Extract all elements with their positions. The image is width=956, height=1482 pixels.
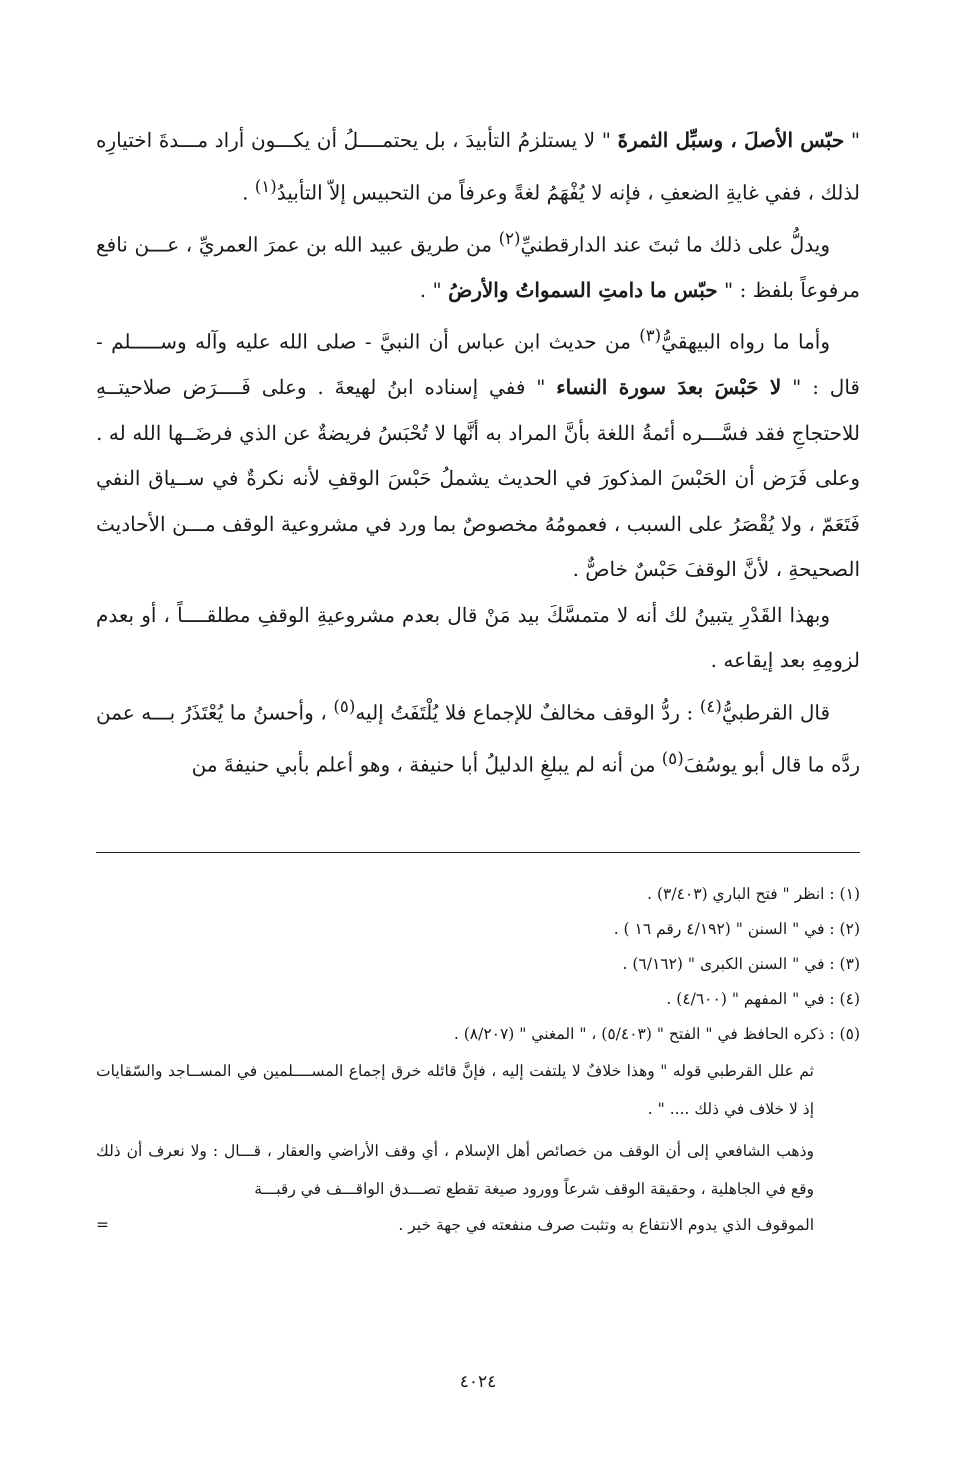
footnote-5-note	[96, 1052, 860, 1243]
paragraph-2	[96, 216, 860, 314]
footnote-4: (٤) : في " المفهم " (٤/٦٠٠) .	[666, 990, 860, 1008]
text-run: وأما ما رواه البيهقيُّ	[661, 329, 830, 354]
main-text-block	[96, 118, 860, 788]
page-number: ٤٠٢٤	[459, 1372, 497, 1392]
footnote-5-note-1: ثم علل القرطبي قوله " وهذا خلافٌ لا يلتفت إليه ، فإنَّ قائله خرق إجماع المســــلمين في المســاجد والسّقايات إذ لا خلاف في ذلك .... " .	[96, 1062, 814, 1118]
footnote-1: (١) : انظر " فتح الباري (٣/٤٠٣) .	[647, 885, 860, 903]
hadith-quote-bold: حبّس الأصلَ ، وسبِّل الثمرةَ	[617, 128, 845, 152]
footnote-ref-4: (٤)	[699, 696, 722, 716]
footnote-5: (٥) : ذكره الحافظ في " الفتح " (٥/٤٠٣) ، " المغني " (٨/٢٠٧) .	[453, 1025, 860, 1043]
footnotes-block	[96, 877, 860, 1243]
footnote-ref-5b: (٥)	[661, 749, 684, 769]
footnote-divider	[96, 852, 860, 853]
footnote-5-note-2-end: الموقوف الذي يدوم الانتفاع به وتثبت صرف منفعته في جهة خير .	[398, 1216, 814, 1234]
paragraph-3	[96, 313, 860, 593]
text-run: قال القرطبيُّ	[721, 700, 830, 725]
paragraph-4: وبهذا القَدْرِ يتبينُ لك أنه لا متمسَّكَ بيد مَنْ قال بعدم مشروعيةِ الوقفِ مطلقــــاً ، أو بعدم لزومِهِ بعد إيقاعه .	[96, 602, 860, 673]
text-run: من طريق عبيد الله بن عمرَ العمريِّ ، عـــن نافع مرفوعاً بلفظ : "	[96, 232, 860, 302]
text-run: : ردُّ الوقف مخالفٌ للإجماع فلا يُلْتَفَتُ إليه	[355, 700, 700, 725]
body-text	[96, 118, 860, 788]
footnote-ref-1: (١)	[254, 176, 277, 196]
footnote-3: (٣) : في " السنن الكبرى " (٦/١٦٢) .	[622, 955, 860, 973]
text-run: " ففي إسناده ابنُ لهيعةَ . وعلى فَــــرَض صلاحيتــهِ للاحتجاجِ فقد فسَّـــره أئمةُ اللغة بأنَّ المراد به أنَّها لا تُحْبَسُ فريضةٌ عن الذي فرضَــها الله له . وعلى فَرَض أن الحَبْسَ المذكورَ في الحديث يشملُ حَبْسَ الوقفِ لأنه نكرةٌ في ســياق النفي فَتَعَمّ ، ولا يُقْصَرُ على السبب ، فعمومُهُ مخصوصٌ بما ورد في مشروعية الوقف مـــن الأحاديث الصحيحةِ ، لأنَّ الوقفَ حَبْسٌ خاصٌّ .	[96, 375, 860, 582]
footnote-5-note-last-line	[96, 1208, 814, 1243]
footnote-ref-3: (٣)	[639, 326, 662, 346]
footnote-2: (٢) : في " السنن " (٤/١٩٢ رقم ١٦ ) .	[613, 920, 860, 938]
footnote-ref-2: (٢)	[498, 228, 521, 248]
text-run: من أنه لم يبلغِ الدليلُ أبا حنيفة ، وهو أعلم بأبي حنيفةَ من	[191, 752, 662, 777]
text-run: "	[844, 128, 861, 152]
text-run: ، وأحسنُ ما يُعْتَذَرُ بـــه عمن ردَّه ما قال أبو يوسُفَ	[96, 700, 860, 777]
text-run: ويدلُّ على ذلك ما ثبتَ عند الدارقطنيِّ	[520, 232, 830, 257]
footnote-5-note-2: وذهب الشافعي إلى أن الوقف من خصائص أهل الإسلام ، أي وقف الأراضي والعقار ، قـــال : ولا نعرف أن ذلك وقع في الجاهلية ، وحقيقة الوقف شرعاً وورود صيغة تقطع تصـــدق الواقـــف في رقبـــة	[96, 1142, 814, 1198]
hadith-quote-bold: حبّس ما دامتِ السمواتُ والأرضُ	[448, 277, 718, 302]
footnote-ref-5: (٥)	[333, 696, 356, 716]
text-run: .	[242, 180, 255, 205]
text-run: من حديث ابن عباس أن النبيَّ - صلى الله عليه وآله وســـــلم - قال : "	[96, 329, 860, 400]
text-run: " لا يستلزمُ التأبيدَ ، بل يحتمــــلُ أن يكـــون أراد مـــدةَ اختيارِه لذلك ، ففي غايةِ الضعفِ ، فإنه لا يُفْهَمُ لغةً وعرفاً من التحبيس إلاّ التأبيدُ	[96, 128, 860, 205]
text-run: " .	[419, 277, 449, 302]
continuation-mark: =	[96, 1216, 109, 1234]
paragraph-5	[96, 684, 860, 788]
hadith-quote-bold: لا حَبْسَ بعدَ سورة النساء	[556, 375, 782, 400]
paragraph-1	[96, 118, 860, 216]
